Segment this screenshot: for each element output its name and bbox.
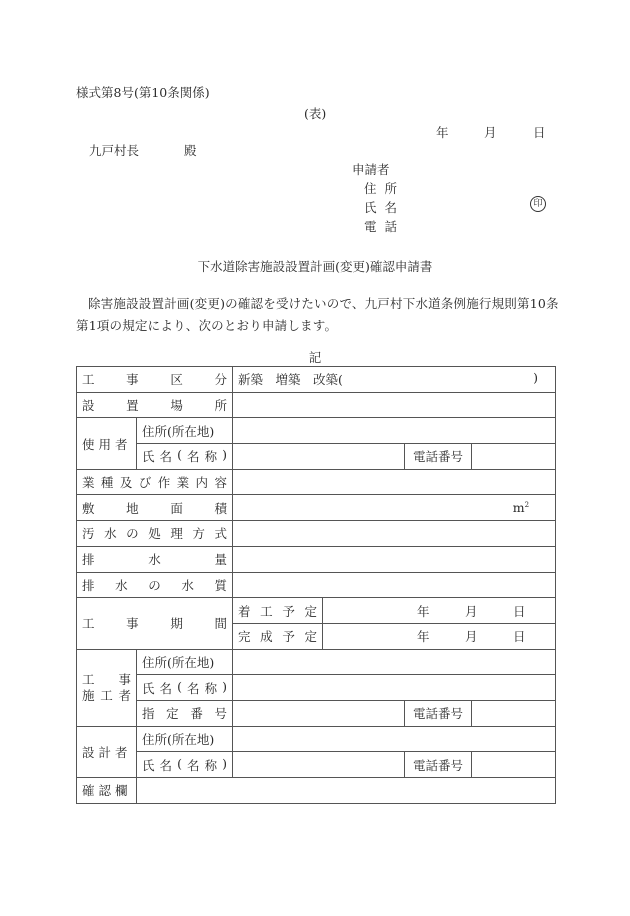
label-char: 分 [214,372,227,388]
table-row-user-name [77,444,556,470]
user-address-field[interactable] [233,418,556,444]
label-char: 定 [304,629,317,645]
table-row-construction-type [77,367,556,393]
label-char: 汚 [82,526,95,542]
label-char: 水 [181,577,194,593]
label-char: 名 [159,757,173,773]
applicant-name-label: 氏名 [364,200,406,215]
label-char: 量 [214,552,227,568]
label-char: 処 [148,526,161,542]
table-row-contractor-designation [77,700,556,726]
seal-icon: 印 [530,196,546,212]
label-char: 予 [282,629,295,645]
label-char: 氏 [142,680,155,696]
contractor-phone-label: 電話番号 [405,700,472,726]
label-char: 名 [159,680,173,696]
period-start-day: 日 [513,603,526,619]
label-char: 完 [238,629,251,645]
label-char: 質 [214,577,227,593]
label-char: 番 [190,706,203,722]
contractor-name-label [137,675,233,701]
contractor-designation-label [137,700,233,726]
table-row-contractor-address [77,649,556,675]
label-char: 及 [119,475,133,491]
label-char: 者 [118,687,131,703]
table-row-discharge-volume [77,546,556,572]
period-start-label [233,598,323,624]
label-char: 事 [126,616,139,632]
applicant-address-label: 住所 [364,181,406,196]
form-side-label: (表) [304,106,327,121]
label-char: 称 [204,680,218,696]
document-title: 下水道除害施設設置計画(変更)確認申請書 [197,259,433,274]
period-start-field[interactable] [323,598,556,624]
label-char: 称 [204,449,218,465]
user-name-label [137,444,233,470]
user-address-label: 住所(所在地) [137,418,233,444]
table-row-business [77,469,556,495]
label-char: 成 [260,629,273,645]
label-char: 工 [260,603,273,619]
discharge-volume-field[interactable] [233,546,556,572]
period-end-year: 年 [417,629,430,645]
discharge-volume-label [77,546,233,572]
label-char: 氏 [142,449,155,465]
label-char: 所 [214,398,227,414]
period-end-day: 日 [513,629,526,645]
table-row-designer-address [77,726,556,752]
location-label [77,392,233,418]
label-char: ( [177,447,182,463]
designer-phone-field[interactable] [472,752,556,778]
label-char: 式 [214,526,227,542]
label-char: 工 [100,687,113,703]
table-row-user-address [77,418,556,444]
table-row-designer-name [77,752,556,778]
applicant-phone-label: 電話 [364,219,406,234]
date-month-label: 月 [484,125,497,140]
table-row-period-start [77,598,556,624]
label-char: 工 [82,616,95,632]
label-char: 名 [187,680,200,696]
site-area-unit-sup: 2 [524,501,530,510]
site-area-label [77,495,233,521]
user-name-field[interactable] [233,444,405,470]
label-char: 積 [214,500,227,516]
designer-address-label: 住所(所在地) [137,726,233,752]
confirmation-label: 確 認 欄 [77,778,137,804]
label-char: 工 [82,671,95,687]
label-char: 氏 [142,757,155,773]
date-year-label: 年 [436,125,449,140]
label-char: 方 [192,526,205,542]
designer-group-label: 設 計 者 [77,726,137,777]
discharge-quality-label [77,572,233,598]
table-row-confirmation [77,778,556,804]
label-char: 種 [100,475,114,491]
label-char: ) [222,447,227,463]
treatment-field[interactable] [233,521,556,547]
label-char: 場 [170,398,183,414]
label-char: 施 [82,687,95,703]
table-row-contractor-name [77,675,556,701]
label-char: 定 [166,706,179,722]
label-char: 定 [304,603,317,619]
label-char: ) [222,755,227,771]
label-char: 敷 [82,500,95,516]
discharge-quality-field[interactable] [233,572,556,598]
table-row-site-area [77,495,556,521]
form-number: 様式第8号(第10条関係) [76,85,210,100]
label-char: 区 [170,372,183,388]
user-group-label: 使 用 者 [77,418,137,469]
label-char: 業 [82,475,95,491]
label-char: 水 [115,577,128,593]
label-char: 工 [82,372,95,388]
period-start-month: 月 [465,603,478,619]
table-row-location [77,392,556,418]
ki-heading: 記 [308,350,322,365]
label-char: び [138,475,152,491]
label-char: 号 [214,706,227,722]
site-area-field[interactable] [233,495,556,521]
label-char: の [126,526,139,542]
user-phone-field[interactable] [472,444,556,470]
period-start-year: 年 [417,603,430,619]
label-char: 期 [170,616,183,632]
confirmation-field[interactable] [137,778,556,804]
label-char: ( [177,755,182,771]
label-char: 名 [187,757,200,773]
body-text: 除害施設設置計画(変更)の確認を受けたいので、九戸村下水道条例施行規則第10条第1項の規定により、次のとおり申請します。 [76,296,559,333]
contractor-designation-field[interactable] [233,700,405,726]
period-end-label [233,623,323,649]
label-char: 事 [126,372,139,388]
construction-type-options: 新築 増築 改築( [238,372,343,388]
label-char: 排 [82,577,95,593]
business-label [77,469,233,495]
label-char: 予 [282,603,295,619]
table-row-discharge-quality [77,572,556,598]
site-area-unit: m [512,500,525,516]
designer-name-label [137,752,233,778]
label-char: 面 [170,500,183,516]
label-char: 排 [82,552,95,568]
label-char: 指 [142,706,155,722]
date-day-label: 日 [533,125,546,140]
designer-name-field[interactable] [233,752,405,778]
label-char: ( [177,678,182,694]
addressee: 九戸村長 [89,143,140,158]
label-char: 業 [176,475,190,491]
label-char: 着 [238,603,251,619]
business-field[interactable] [233,469,556,495]
contractor-phone-field[interactable] [472,700,556,726]
label-char: 設 [82,398,95,414]
label-char: 内 [195,475,209,491]
label-char: 理 [170,526,183,542]
location-field[interactable] [233,392,556,418]
label-char: 地 [126,500,139,516]
contractor-name-field[interactable] [233,675,556,701]
construction-type-field[interactable] [233,367,556,393]
designer-phone-label: 電話番号 [405,752,472,778]
label-char: 容 [214,475,227,491]
contractor-group-label [77,649,137,726]
construction-type-label [77,367,233,393]
construction-type-close: ) [533,370,539,386]
label-char: 作 [157,475,171,491]
label-char: 名 [159,449,173,465]
applicant-label: 申請者 [352,162,390,177]
period-end-month: 月 [465,629,478,645]
application-form-table [76,366,556,804]
label-char: ) [222,678,227,694]
label-char: 事 [118,671,131,687]
honorific: 殿 [184,143,197,158]
table-row-treatment [77,521,556,547]
label-char: 名 [187,449,200,465]
treatment-label [77,521,233,547]
label-char: の [148,577,161,593]
label-char: 称 [204,757,218,773]
label-char: 間 [214,616,227,632]
user-phone-label: 電話番号 [405,444,472,470]
designer-address-field[interactable] [233,726,556,752]
period-label [77,598,233,649]
label-char: 置 [126,398,139,414]
label-char: 水 [104,526,117,542]
period-end-field[interactable] [323,623,556,649]
contractor-address-field[interactable] [233,649,556,675]
contractor-address-label: 住所(所在地) [137,649,233,675]
label-char: 水 [148,552,161,568]
